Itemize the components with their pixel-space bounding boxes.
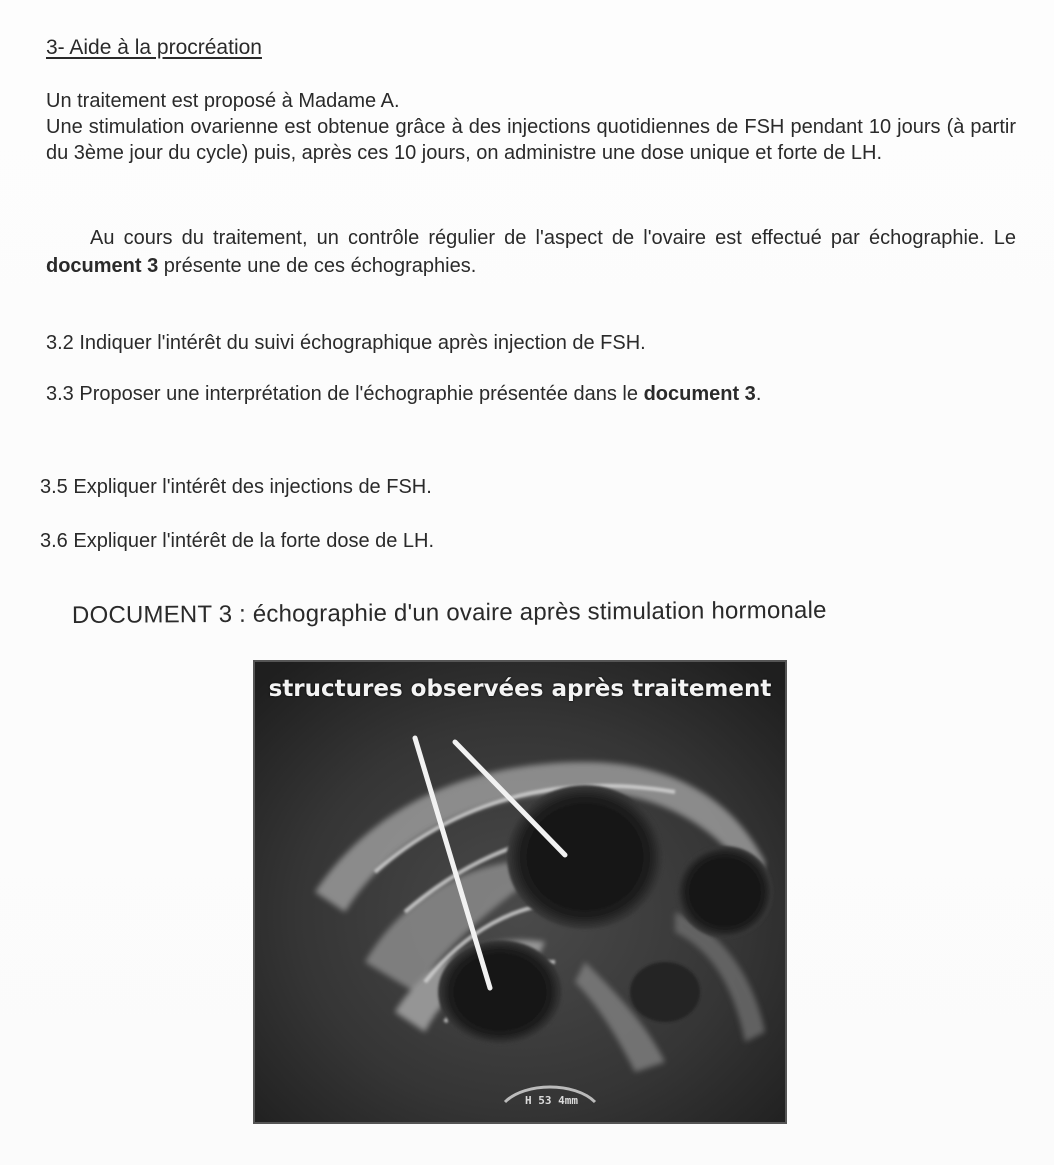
echography-paragraph [46,224,1016,280]
question-3-3-before: 3.3 Proposer une interprétation de l'échographie présentée dans le [46,383,644,405]
echography-text-before: Au cours du traitement, un contrôle régulier de l'aspect de l'ovaire est effectué par échographie. Le [90,227,1016,249]
question-3-5: 3.5 Expliquer l'intérêt des injections de FSH. [40,476,432,498]
ultrasound-caption: structures observées après traitement [268,676,772,702]
question-3-6: 3.6 Expliquer l'intérêt de la forte dose de LH. [40,530,435,552]
document-reference: document 3 [46,255,159,277]
question-3-3-bold: document 3 [643,383,756,405]
section-title: 3- Aide à la procréation [46,36,262,59]
intro-paragraph [46,88,1016,166]
intro-line-2: Une stimulation ovarienne est obtenue grâce à des injections quotidiennes de FSH pendant 10 jours (à partir du 3ème jour du cycle) puis, après ces 10 jours, on administre une dose unique et forte de LH. [46,116,1016,164]
ultrasound-image [253,660,787,1124]
question-3-3-after: . [755,383,762,405]
ultrasound-depth-label: H 53 4mm [525,1094,578,1107]
ultrasound-scan-graphic [255,662,785,1122]
echography-text-after: présente une de ces échographies. [158,255,477,277]
question-3-2: 3.2 Indiquer l'intérêt du suivi échographique après injection de FSH. [46,332,646,354]
document-3-title: DOCUMENT 3 : échographie d'un ovaire après stimulation hormonale [71,596,827,629]
question-3-3 [46,381,761,407]
intro-line-1: Un traitement est proposé à Madame A. [46,90,400,112]
